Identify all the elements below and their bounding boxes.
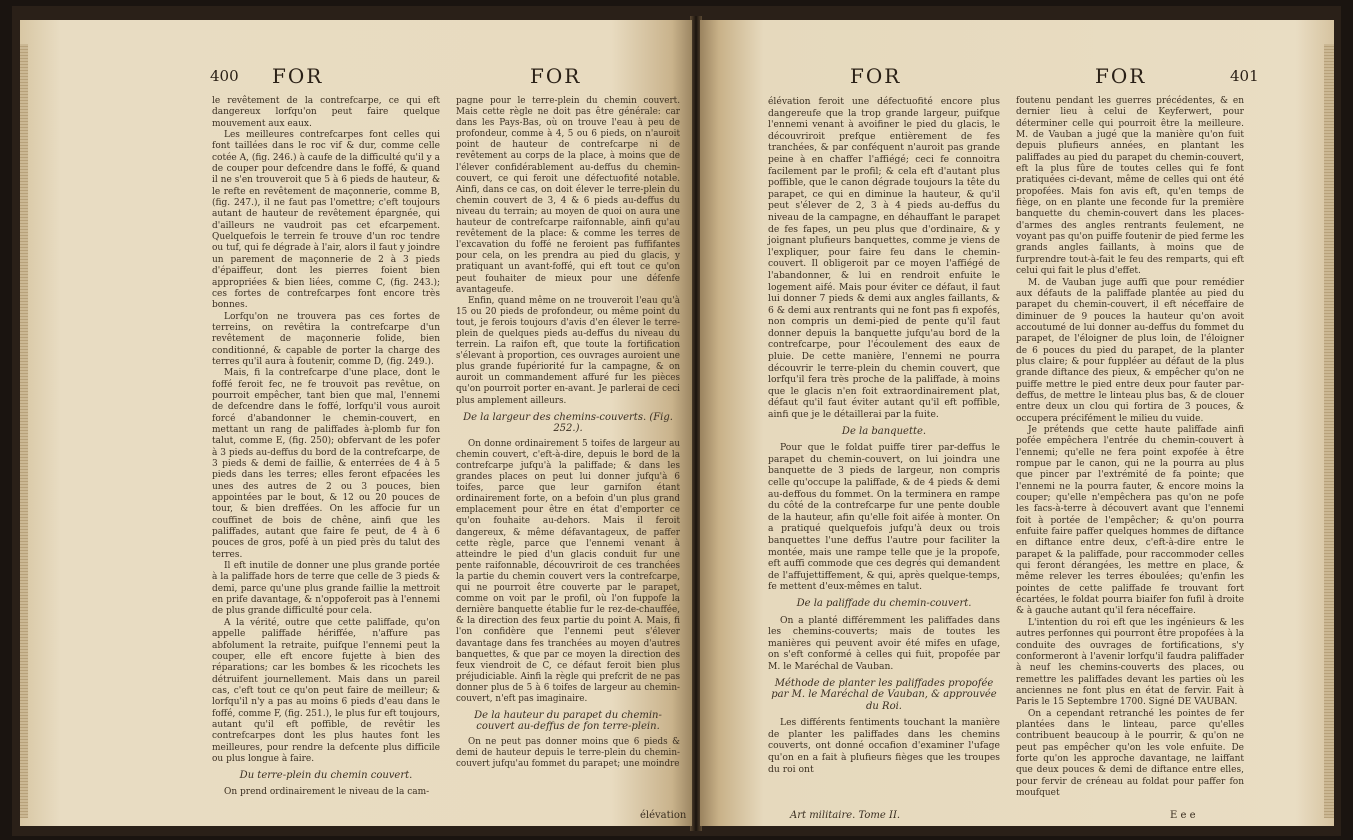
left-catchword: élévation [640,810,687,821]
left-page [20,20,692,826]
paragraph: On donne ordinairement 5 toifes de largeur au chemin couvert, c'eft-à-dire, depuis le bord de la contrefcarpe jufqu'à la paliffade; & dans les grandes places on peut lui donner jufqu'à 6 toifes, parce que leur garnifon étant ordinairement forte, on a befoin d'un plus grand emplacement pour être en état d'emporter ce qu'on fouhaite au-dehors. Mais il feroit dangereux, & même défavantageux, de paffer cette règle, parce que l'ennemi venant à atteindre le pied d'un glacis conduit fur une pente raifonnable, découvriroit de ces tranchées la partie du chemin couvert vers la contrefcarpe, qui ne pourroit être couverte par le parapet, comme on voit par le profil, où l'on fuppofe la dernière banquette établie fur le rez-de-chauffée, & la direction des feux partie du point A. Mais, fi l'on confidère que l'ennemi peut s'élever davantage dans fes tranchées au moyen d'autres banquettes, & que par ce moyen la direction des feux viendroit de C, ce défaut feroit bien plus préjudiciable. Ainfi la règle qui prefcrit de ne pas donner plus de 5 à 6 toifes de largeur au chemin-couvert, n'eft pas imaginaire. [456,438,680,704]
open-book [12,6,1341,836]
right-page-edge [1324,44,1334,818]
paragraph: L'intention du roi eft que les ingénieurs & les autres perfonnes qui pourront être propofées à la conduite des ouvrages de fortifications, s'y conformeront à l'avenir lorfqu'il faudra paliffader à neuf les chemins-couverts des places, ou remettre les paliffades devant les parties où les anciennes ne font plus en état de fervir. Fait à Paris le 15 Septembre 1700. Signé DE VAUBAN. [1016,617,1244,708]
right-page-header [850,64,1290,94]
left-column-2 [456,96,680,771]
section-heading: Du terre-plein du chemin couvert. [239,770,413,782]
paragraph: On prend ordinairement le niveau de la cam- [224,786,430,797]
section-heading: Méthode de planter les paliffades propofée par M. le Maréchal de Vauban, & approuvée du Roi. [771,677,997,712]
paragraph: Les meilleures contrefcarpes font celles qui font taillées dans le roc vif & dur, comme celle cotée A, (fig. 246.) à caufe de la difficulté qu'il y a de couper pour defcendre dans le foffé, & quand il ne s'en trouveroit que 5 à 6 pieds de hauteur, & le refte en revêtement de maçonnerie, comme B, (fig. 247.), il ne faut pas l'omettre; c'eft toujours autant de hauteur de revêtement épargnée, qui d'ailleurs ne vaudroit pas cet efcarpement. Quelquefois le terrein fe trouve d'un roc tendre ou tuf, qui fe dégrade à l'air, alors il faut y joindre un parement de maçonnerie de 2 à 3 pieds d'épaiffeur, dont les pierres foient bien appropriées & bien liées, comme C, (fig. 243.); ces fortes de contrefcarpes font encore très bonnes. [212,130,440,311]
right-page [700,20,1334,826]
paragraph: On ne peut pas donner moins que 6 pieds & demi de hauteur depuis le terre-plein du chemin-couvert jufqu'au fommet du parapet; une moindre [456,737,680,770]
right-catchword: E e e [1170,810,1196,821]
left-page-header [210,64,660,94]
left-page-number: 400 [210,67,239,85]
right-column-2 [1016,96,1244,799]
section-heading: De la hauteur du parapet du chemin-couvert au-deffus de fon terre-plein. [474,710,662,733]
signature-mark: Art militaire. Tome II. [790,810,901,821]
left-page-edge [20,44,28,818]
paragraph: Il eft inutile de donner une plus grande portée à la paliffade hors de terre que celle de 3 pieds & demi, parce qu'une plus grande faillie la mettroit en prife davantage, & n'oppoferoit pas à l'ennemi de plus grande difficulté pour cela. [212,561,440,617]
paragraph: Pour que le foldat puiffe tirer par-deffus le parapet du chemin-couvert, on lui joindra une banquette de 3 pieds de largeur, non compris celle qu'occupe la paliffade, & de 4 pieds & demi au-deffous du fommet. On la terminera en rampe du côté de la contrefcarpe fur une pente double de la hauteur, afin qu'elle foit aifée à monter. On a pratiqué quelquefois jufqu'à deux ou trois banquettes l'une deffus l'autre pour faciliter la montée, mais une rampe telle que je la propofe, eft auffi commode que ces degrés qui demandent de l'affujettiffement, & qui, après quelque-temps, fe mettent d'eux-mêmes en talut. [768,442,1000,593]
right-page-number: 401 [1230,67,1259,85]
paragraph: Lorfqu'on ne trouvera pas ces fortes de terreins, on revêtira la contrefcarpe d'un revêtement de maçonnerie folide, bien conditionné, & capable de porter la charge des terres qu'il aura à foutenir, comme D, (fig. 249.). [212,311,440,367]
paragraph: A la vérité, outre que cette paliffade, qu'on appelle paliffade hériffée, n'affure pas abfolument la retraite, puifque l'ennemi peut la couper, elle eft encore fujette à bien des réparations; car les bombes & les ricochets les détruifent journellement. Mais dans un pareil cas, c'eft tout ce qu'on peut faire de meilleur; & lorfqu'il n'y a pas au moins 6 pieds d'eau dans le foffé, comme F, (fig. 251.), le plus fur eft toujours, autant qu'il eft poffible, de revêtir les contrefcarpes dont les plus hautes font les meilleures, pour rendre la defcente plus difficile ou plus longue à faire. [212,617,440,764]
paragraph: On a cependant retranché les pointes de fer plantées dans le linteau, parce qu'elles contribuent beaucoup à le pourrir, & qu'on ne peut pas empêcher qu'on les vole enfuite. De forte qu'on les approche davantage, ne laiffant que deux pouces & demi de diftance entre elles, pour fervir de créneau au foldat pour paffer fon moufquet [1016,708,1244,798]
right-column-1 [768,96,1000,775]
paragraph: Mais, fi la contrefcarpe d'une place, dont le foffé feroit fec, ne fe trouvoit pas revêtue, on pourroit empêcher, tant bien que mal, l'ennemi de defcendre dans le foffé, lorfqu'il vous auroit forcé d'abandonner le chemin-couvert, en mettant un rang de paliffades à-plomb fur fon talut, comme E, (fig. 250); obfervant de les pofer à 3 pieds au-deffus du bord de la contrefcarpe, de 3 pieds & demi de faillie, & enterrées de 4 à 5 pieds dans les terres; elles feront efpacées les unes des autres de 2 ou 3 pouces, bien appointées par le bout, & 12 ou 20 pouces de tour, & bien dreffées. On les affocie fur un couffinet de bois de chêne, ainfi que les paliffades, autant que faire fe peut, de 4 à 6 pouces de gros, pofé à un pied près du talut des terres. [212,368,440,560]
section-heading: De la paliffade du chemin-couvert. [796,597,972,609]
left-column-1 [212,96,440,798]
paragraph: Je prétends que cette haute paliffade ainfi pofée empêchera l'entrée du chemin-couvert à l'ennemi; qu'elle ne fera point expofée à être rompue par le canon, qui ne la pourra au plus que pincer par l'extrémité de fa pointe; que l'ennemi ne la pourra fauter, & encore moins la couper; qu'elle n'empêchera pas qu'on ne pofe les facs-à-terre à découvert avant que l'ennemi foit à portée de l'empêcher; & qu'on pourra enfuite faire paffer quelques hommes de diftance en diftance entre deux, c'eft-à-dire entre le parapet & la paliffade, pour raccommoder celles qui feront dérangées, les mettre en place, & même relever les terres éboulées; qu'enfin les pointes de cette paliffade fe trouvant fort écartées, le foldat pourra biaifer fon fufil à droite & à gauche autant qu'il fera néceffaire. [1016,424,1244,617]
paragraph: Enfin, quand même on ne trouveroit l'eau qu'à 15 ou 20 pieds de profondeur, ou même point du tout, je ferois toujours d'avis d'en élever le terre-plein de quelques pieds au-deffus du niveau du terrein. La raifon eft, que toute la fortification s'élevant à proportion, ces ouvrages auroient une plus grande fupériorité fur la campagne, & on auroit un commandement affuré fur les pièces qu'on pourroit porter en-avant. Je parlerai de ceci plus amplement ailleurs. [456,295,680,406]
paragraph: élévation feroit une défectuofité encore plus dangereufe que la trop grande largeur, puifque l'ennemi venant à avoifiner le pied du glacis, le découvriroit prefque entièrement de fes tranchées, & par conféquent n'auroit pas grande peine à en chaffer l'affiégé; ceci fe connoitra facilement par le profil; & cela eft d'autant plus poffible, que le canon dégrade toujours la tête du parapet, ce qui en diminue la hauteur, & qu'il peut s'élever de 2, 3 à 4 pieds au-deffus du niveau de la campagne, en déhauffant le parapet de fes fapes, un peu plus que d'ordinaire, & y joignant plufieurs banquettes, comme je viens de l'expliquer, pour faire feu dans le chemin-couvert. Il obligeroit par ce moyen l'affiégé de l'abandonner, & lui en rendroit enfuite le logement aifé. Mais pour éviter ce défaut, il faut lui donner 7 pieds & demi aux angles faillants, & 6 & demi aux rentrants qui ne font pas fi expofés, non compris un demi-pied de pente qu'il faut donner depuis la banquette jufqu'au bord de la contrefcarpe, pour l'écoulement des eaux de pluie. De cette manière, l'ennemi ne pourra découvrir le terre-plein du chemin couvert, que lorfqu'il fera très proche de la paliffade, à moins que le glacis n'en foit extraordinairement plat, défaut qu'il faut éviter autant qu'il eft poffible, ainfi que je le détaillerai par la fuite. [768,96,1000,421]
paragraph: le revêtement de la contrefcarpe, ce qui eft dangereux lorfqu'on peut faire quelque mouvement aux eaux. [212,96,440,129]
right-running-head-1: FOR [850,64,902,88]
paragraph: M. de Vauban juge auffi que pour remédier aux défauts de la paliffade plantée au pied du parapet du chemin-couvert, il eft néceffaire de diminuer de 9 pouces la hauteur qu'on avoit accoutumé de lui donner au-deffus du fommet du parapet, de l'éloigner de plus loin, de l'éloigner de 6 pouces du pied du parapet, de la planter plus claire; & pour fuppléer au défaut de la plus grande diftance des pieux, & empêcher qu'on ne puiffe mettre le pied entre deux pour fauter par-deffus, de mettre le linteau plus bas, & de clouer entre deux un clou qui fortira de 3 pouces, & occupera précifément le milieu du vuide. [1016,277,1244,424]
left-running-head-2: FOR [530,64,582,88]
paragraph: foutenu pendant les guerres précédentes, & en dernier lieu à celui de Keyferwert, pour déterminer celle qui pourroit être la meilleure. M. de Vauban a jugé que la manière qu'on fuit depuis plufieurs années, en plantant les paliffades au pied du parapet du chemin-couvert, eft la plus fûre de toutes celles qui fe font pratiquées ci-devant, même de celles qui ont été propofées. Mais fon avis eft, qu'en temps de fiège, on en plante une feconde fur la première banquette du chemin-couvert dans les places-d'armes des angles rentrants feulement, ne voyant pas qu'on puiffe foutenir de pied ferme les grands angles faillants, à moins que de furprendre tout-à-fait le feu des remparts, qui eft celui qui fait le plus d'effet. [1016,96,1244,277]
right-running-head-2: FOR [1095,64,1147,88]
paragraph: On a planté différemment les paliffades dans les chemins-couverts; mais de toutes les manières qui peuvent avoir été mifes en ufage, on s'eft conformé à celles qui fuit, propofée par M. le Maréchal de Vauban. [768,614,1000,672]
section-heading: De la largeur des chemins-couverts. (Fig. 252.). [463,411,673,434]
left-running-head-1: FOR [272,64,324,88]
section-heading: De la banquette. [841,425,927,437]
paragraph: Les différents fentiments touchant la manière de planter les paliffades dans les chemins couverts, ont donné occafion d'examiner l'ufage qu'on en a fait à plufieurs fièges que les troupes du roi ont [768,717,1000,775]
paragraph: pagne pour le terre-plein du chemin couvert. Mais cette règle ne doit pas être générale: car dans les Pays-Bas, où on trouve l'eau à peu de profondeur, comme à 4, 5 ou 6 pieds, on n'auroit point de hauteur de contrefcarpe ni de revêtement au corps de la place, à moins que de l'élever confidérablement au-deffus du chemin-couvert, ce qui feroit une défectuofité notable. Ainfi, dans ce cas, on doit élever le terre-plein du chemin couvert de 3, 4 & 6 pieds au-deffus du niveau du terrain; au moyen de quoi on aura une hauteur de contrefcarpe raifonnable, ainfi qu'au revêtement de la place: & comme les terres de l'excavation du foffé ne feroient pas fuffifantes pour cela, on les prendra au pied du glacis, y pratiquant un avant-foffé, qui eft tout ce qu'on peut fouhaiter de mieux pour une défenfe avantageufe. [456,96,680,295]
